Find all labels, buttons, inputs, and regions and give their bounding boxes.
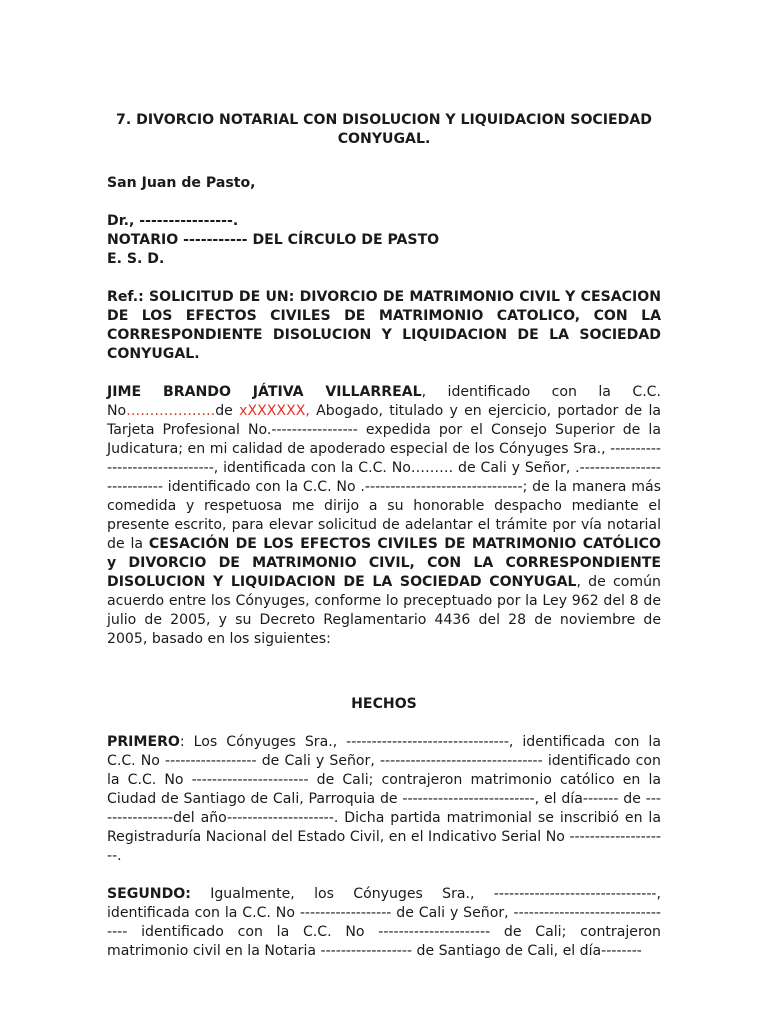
reference-paragraph xyxy=(107,288,661,364)
document-body xyxy=(107,111,661,980)
city-line: San Juan de Pasto, xyxy=(107,175,256,191)
id-number-dots: ………………. xyxy=(126,403,216,419)
intro-bold-request: CESACIÓN DE LOS EFECTOS CIVILES DE MATRIMONIO CATÓLICO y DIVORCIO DE MATRIMONIO CIVIL, CON LA CORRESPONDIENTE DISOLUCION Y LIQUIDACION DE LA SOCIEDAD CONYUGAL xyxy=(107,536,661,590)
fact-label-1: PRIMERO xyxy=(107,734,180,750)
reference-label: Ref.: xyxy=(107,289,144,305)
recipient-line-3: E. S. D. xyxy=(107,251,165,267)
document-title: 7. DIVORCIO NOTARIAL CON DISOLUCION Y LIQUIDACION SOCIEDAD CONYUGAL. xyxy=(116,112,652,147)
fact-text-2: Igualmente, los Cónyuges Sra., --------------------------------, identificada con la C.C. No ------------------ de Cali y Señor, --------------------------------- identificado con la C.C. No ---------------------- de Cali; contrajeron matrimonio civil en la Notaria ------------------ de Santiago de Cali, el día-------- xyxy=(107,886,661,959)
section-heading-hechos: HECHOS xyxy=(351,696,417,712)
intro-text-2: de xyxy=(215,403,240,419)
intro-text-3: Abogado, titulado y en ejercicio, portador de la Tarjeta Profesional No.----------------- expedida por el Consejo Superior de la Judicatura; en mi calidad de apoderado especial de los Cónyuges Sra., -------------------------------, identificada con la C.C. No……… de Cali y Señor, .--------------------------- identificado con la C.C. No .-------------------------------; de la manera más comedida y respetuosa me dirijo a su honorable despacho mediante el presente escrito, para elevar solicitud de adelantar el trámite por vía notarial de la xyxy=(107,403,661,552)
intro-text-4: , de común acuerdo entre los Cónyuges, conforme lo preceptuado por la Ley 962 del 8 de julio de 2005, y su Decreto Reglamentario 4436 del 28 de noviembre de 2005, basado en los siguientes: xyxy=(107,574,661,647)
recipient-line-2: NOTARIO ----------- DEL CÍRCULO DE PASTO xyxy=(107,232,440,248)
document-title-text: 7. DIVORCIO NOTARIAL CON DISOLUCION Y LIQUIDACION SOCIEDAD CONYUGAL xyxy=(116,112,652,147)
recipient-line-1: Dr., ----------------. xyxy=(107,213,239,229)
intro-text-1: , identificado con la C.C. No xyxy=(107,384,661,419)
fact-paragraph-1 xyxy=(107,733,661,866)
lawyer-name: JIME BRANDO JÁTIVA VILLARREAL xyxy=(107,384,422,400)
intro-paragraph xyxy=(107,383,661,649)
fact-paragraph-2 xyxy=(107,885,661,961)
fact-label-2: SEGUNDO: xyxy=(107,886,191,902)
city-placeholder: xXXXXXX, xyxy=(239,403,310,419)
reference-text: SOLICITUD DE UN: DIVORCIO DE MATRIMONIO CIVIL Y CESACION DE LOS EFECTOS CIVILES DE MATRIMONIO CATOLICO, CON LA CORRESPONDIENTE DISOLUCION Y LIQUIDACION DE LA SOCIEDAD CONYUGAL. xyxy=(107,289,661,362)
recipient-block xyxy=(107,212,661,269)
fact-text-1: : Los Cónyuges Sra., --------------------------------, identificada con la C.C. No ------------------ de Cali y Señor, -------------------------------- identificado con la C.C. No ----------------------- de Cali; contrajeron matrimonio católico en la Ciudad de Santiago de Cali, Parroquia de --------------------------, el día------- de ----------------del año---------------------. Dicha partida matrimonial se inscribió en la Registraduría Nacional del Estado Civil, en el Indicativo Serial No --------------------. xyxy=(107,734,661,864)
